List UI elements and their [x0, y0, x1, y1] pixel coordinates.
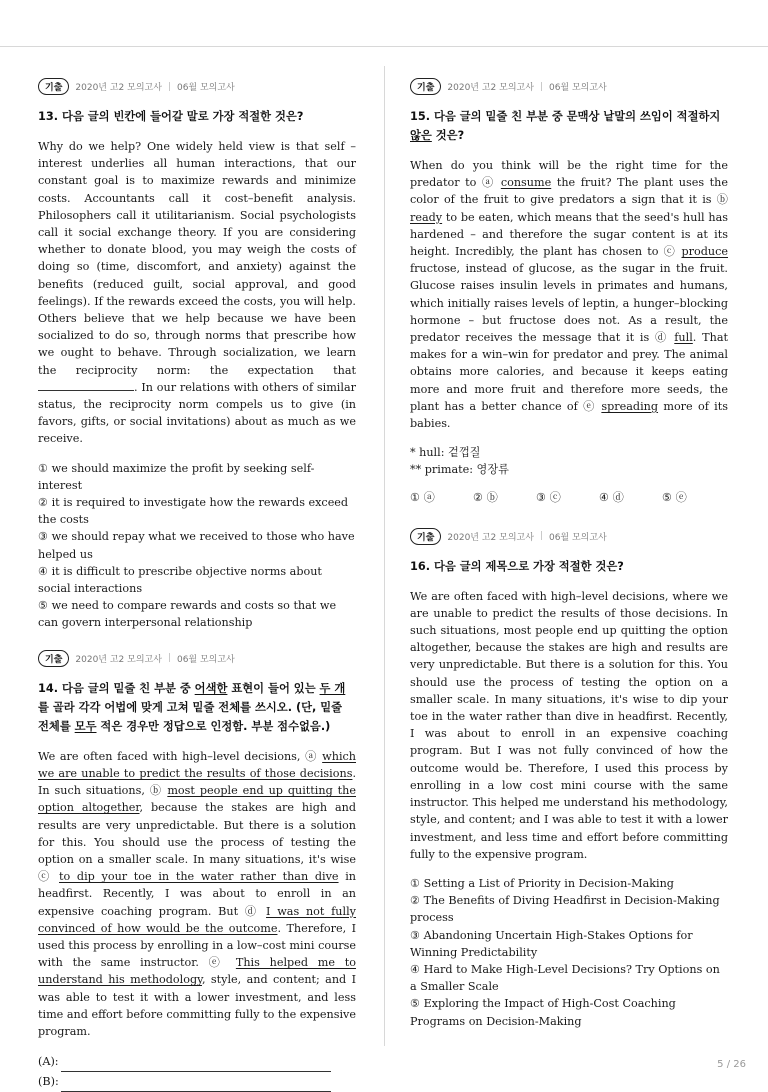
passage-text: We are often faced with high–level decisions, ⓐ	[38, 749, 323, 763]
question-13-title: 13. 다음 글의 빈칸에 들어갈 말로 가장 적절한 것은?	[38, 110, 304, 123]
title-text: 적은 경우만 정답으로 인정함. 부분 점수없음.)	[96, 719, 331, 733]
passage-text: , because the stakes are high and results are very unpredictable. But there is a solution for this. You should use the process of testing the option on a smaller scale. In many situations, it's wise ⓒ	[38, 801, 357, 884]
question-15-passage	[410, 157, 728, 432]
passage-text: in headfirst. Recently, I was about to enroll in an expensive coaching program. But ⓓ	[38, 870, 357, 918]
underlined-a: consume	[500, 176, 552, 190]
tag-separator: |	[539, 81, 543, 92]
answer-lines	[38, 1052, 356, 1092]
title-underline: 두 개	[319, 681, 346, 695]
tag-separator: |	[167, 81, 171, 92]
question-13	[38, 78, 356, 632]
option-3[interactable]: ③ we should repay what we received to those who have helped us	[38, 530, 355, 561]
option-3[interactable]: ③ Abandoning Uncertain High-Stakes Options for Winning Predictability	[410, 928, 693, 959]
answer-b-row[interactable]	[38, 1072, 356, 1092]
question-13-options	[38, 460, 356, 632]
passage-text: fructose, instead of glucose, as the sugar in the fruit. Glucose raises insulin levels in primates and humans, which initially raises levels of leptin, a hunger–blocking hormone – but fructose does not. As a result, the predator receives the message that it is ⓓ	[410, 262, 728, 345]
underlined-c: to dip your toe in the water rather than dive	[59, 870, 339, 884]
footnote-1: * hull: 겉껍질	[410, 446, 481, 460]
answer-blank	[38, 379, 134, 391]
header-rule	[0, 46, 768, 47]
title-text: 표현이 들어 있는	[227, 681, 320, 695]
question-13-passage	[38, 138, 356, 448]
tag-separator: |	[539, 531, 543, 542]
title-text: 것은?	[431, 129, 465, 142]
passage-text: Why do we help? One widely held view is that self –interest underlies all human interactions, that our constant goal is to maximize rewards and minimize costs. Accountants call it cost–benefit analysis. Philosophers call it utilitarianism. Social psychologists call it social exchange theory. If you are considering whether to donate blood, you may weigh the costs of doing so (time, discomfort, and anxiety) against the benefits (reduced guilt, social approval, and good feelings). If the rewards exceed the costs, you will help. Others believe that we help because we have been socialized to do so, through norms that prescribe how we ought to behave. Through socialization, we learn the reciprocity norm: the expectation that	[38, 140, 356, 377]
exam-month: 06월 모의고사	[176, 83, 235, 93]
exam-tag-pill: 기출	[38, 78, 69, 95]
question-15-options	[410, 489, 728, 506]
underlined-d: I was not fully convinced of how would be the outcome	[38, 904, 356, 935]
option-4[interactable]: ④ ⓓ	[599, 490, 624, 504]
passage-text: . Therefore, I used this process by enrolling in a low–cost mini course with the same instructor. ⓔ	[38, 921, 356, 970]
exam-tag	[38, 78, 356, 95]
question-16-passage: We are often faced with high–level decisions, where we are unable to predict the results of those decisions. In such situations, most people end up quitting the option altogether, because the stakes are high and results are very unpredictable. But there is a solution for this. You should use the process of testing the option on a smaller scale. In many situations, it's wise to dip your toe in the water rather than dive in headfirst. Recently, I was about to enroll in an expensive coaching program. But I was not fully convinced of how the outcome would be. Therefore, I used this process by enrolling in a low cost mini course with the same instructor. This helped me understand his methodology, style, and content; and I was able to test it with a lower investment, and less time and effort before committing fully to the expensive program.	[410, 589, 728, 861]
option-4[interactable]: ④ it is difficult to prescribe objective norms about social interactions	[38, 564, 322, 596]
question-16	[410, 528, 728, 1030]
exam-tag	[410, 528, 728, 545]
passage-text: to be eaten, which means that the seed's hull has hardened – and therefore the sugar content is at its height. Incredibly, the plant has chosen to ⓒ	[410, 210, 728, 259]
option-5[interactable]: ⑤ ⓔ	[662, 490, 687, 504]
answer-b-label: (B):	[38, 1075, 59, 1089]
underlined-a: which we are unable to predict the results of those decisions	[38, 749, 356, 780]
title-underline: 어색한	[194, 681, 228, 695]
answer-a-line[interactable]	[61, 1058, 331, 1072]
left-column	[38, 78, 356, 1092]
exam-month: 06월 모의고사	[548, 83, 607, 93]
question-14-title	[38, 679, 356, 736]
question-16-title: 16. 다음 글의 제목으로 가장 적절한 것은?	[410, 559, 624, 573]
question-15	[410, 78, 728, 506]
exam-tag	[410, 78, 728, 95]
passage-text: . That makes for a win–win for predator and prey. The animal obtains more calories, and because it keeps eating more and more fruit and therefore more seeds, the plant has a better chance of ⓔ	[410, 331, 728, 413]
footnotes	[410, 444, 728, 478]
right-column	[410, 78, 728, 1048]
option-2[interactable]: ② ⓑ	[473, 490, 498, 504]
question-15-title	[410, 107, 728, 145]
exam-year: 2020년 고2 모의고사	[447, 83, 534, 93]
passage-text: the fruit? The plant uses the color of the fruit to give predators a sign that it is ⓑ	[410, 176, 728, 207]
underlined-c: produce	[681, 245, 728, 259]
underlined-b: ready	[410, 210, 443, 224]
option-1[interactable]: ① Setting a List of Priority in Decision-Making	[410, 876, 674, 890]
page-number: 5 / 26	[717, 1059, 746, 1070]
underlined-b: most people end up quitting the option altogether	[38, 784, 356, 815]
passage-text: When do you think will be the right time for the predator to ⓐ	[410, 159, 728, 190]
exam-month: 06월 모의고사	[548, 532, 607, 543]
option-4[interactable]: ④ Hard to Make High-Level Decisions? Try Options on a Smaller Scale	[410, 962, 720, 994]
option-2[interactable]: ② it is required to investigate how the rewards exceed the costs	[38, 496, 349, 527]
question-14-passage	[38, 748, 356, 1040]
underlined-e: This helped me to understand his methodology	[38, 956, 357, 987]
option-5[interactable]: ⑤ Exploring the Impact of High-Cost Coaching Programs on Decision-Making	[410, 997, 676, 1028]
passage-text: more of its babies.	[410, 399, 728, 431]
exam-tag-pill: 기출	[410, 78, 441, 95]
underlined-d: full	[674, 331, 693, 345]
answer-a-row[interactable]	[38, 1052, 356, 1072]
underlined-e: spreading	[601, 399, 659, 413]
tag-separator: |	[167, 653, 171, 664]
option-2[interactable]: ② The Benefits of Diving Headfirst in Decision-Making process	[410, 894, 720, 925]
option-1[interactable]: ① we should maximize the profit by seeking self-interest	[38, 461, 315, 492]
option-1[interactable]: ① ⓐ	[410, 490, 435, 504]
title-underline: 않은	[410, 129, 432, 142]
option-3[interactable]: ③ ⓒ	[536, 490, 561, 504]
exam-month: 06월 모의고사	[176, 654, 235, 665]
passage-text: , style, and content; and I was able to test it with a lower investment, and less time and effort before committing fully to the expensive program.	[38, 973, 356, 1038]
passage-text: . In such situations, ⓑ	[38, 766, 356, 798]
passage-text: . In our relations with others of similar status, the reciprocity norm compels us to give (in favors, gifts, or social invitations) about as much as we receive.	[38, 380, 356, 446]
exam-year: 2020년 고2 모의고사	[75, 654, 162, 665]
option-5[interactable]: ⑤ we need to compare rewards and costs so that we can govern interpersonal relationship	[38, 599, 337, 630]
exam-year: 2020년 고2 모의고사	[447, 532, 534, 543]
title-text: 를 골라 각각 어법에 맞게 고쳐 밑줄 전체를 쓰시오. (단, 밑줄 전체를	[38, 700, 343, 733]
question-14	[38, 650, 356, 1092]
answer-b-line[interactable]	[61, 1078, 331, 1092]
title-underline: 모두	[74, 719, 97, 733]
exam-tag-pill: 기출	[38, 650, 69, 667]
title-text: 15. 다음 글의 밑줄 친 부분 중 문맥상 낱말의 쓰임이 적절하지	[410, 110, 721, 123]
column-divider	[384, 66, 385, 1046]
footnote-2: ** primate: 영장류	[410, 463, 509, 477]
exam-tag	[38, 650, 356, 667]
exam-year: 2020년 고2 모의고사	[75, 83, 162, 93]
title-text: 14. 다음 글의 밑줄 친 부분 중	[38, 681, 195, 695]
exam-tag-pill: 기출	[410, 528, 441, 545]
answer-a-label: (A):	[38, 1055, 59, 1069]
question-16-options	[410, 875, 728, 1030]
